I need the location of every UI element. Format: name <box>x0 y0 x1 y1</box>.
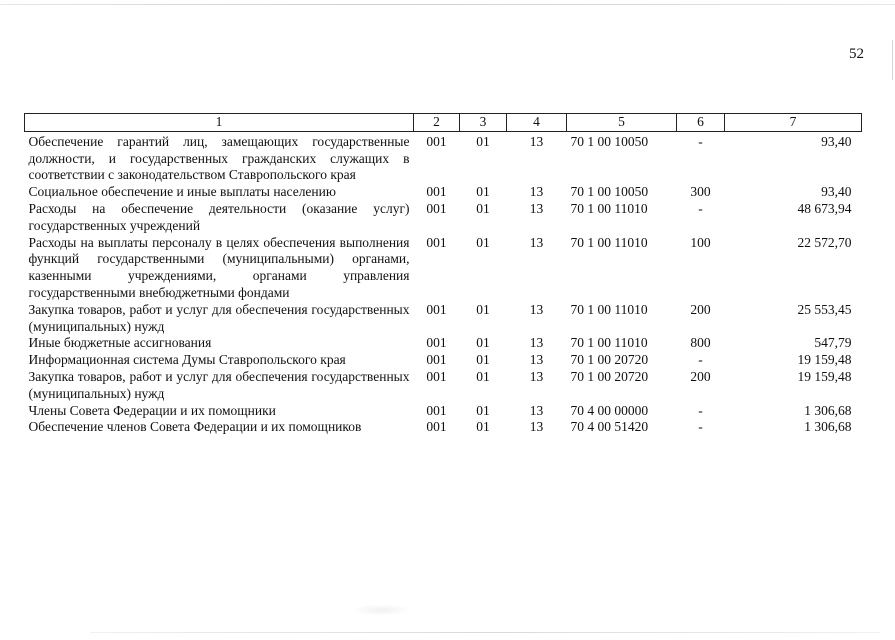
row-ministry-code: 001 <box>426 402 447 418</box>
row-name: Закупка товаров, работ и услуг для обеспечения государственных (муниципальных) нужд <box>28 301 410 334</box>
row-name: Обеспечение членов Совета Федерации и их помощников <box>28 419 362 435</box>
row-target-code: 70 1 00 10050 <box>570 184 649 200</box>
row-subsection-code: 13 <box>529 184 544 200</box>
row-name: Иные бюджетные ассигнования <box>28 335 212 351</box>
row-target-code: 70 1 00 11010 <box>570 301 648 317</box>
table-row <box>25 335 862 352</box>
row-target-code: 70 1 00 11010 <box>570 335 648 351</box>
row-section-code: 01 <box>476 352 490 368</box>
row-expense-type: 800 <box>690 335 711 351</box>
row-target-code: 70 1 00 11010 <box>570 234 648 250</box>
row-ministry-code: 001 <box>426 234 447 250</box>
row-expense-type: - <box>698 200 703 216</box>
row-amount: 19 159,48 <box>797 352 852 368</box>
row-section-code: 01 <box>476 335 490 351</box>
table-row <box>25 369 862 403</box>
row-subsection-code: 13 <box>529 419 544 435</box>
row-subsection-code: 13 <box>529 402 544 418</box>
row-ministry-code: 001 <box>426 419 447 435</box>
row-subsection-code: 13 <box>529 301 544 317</box>
row-amount: 547,79 <box>814 335 852 351</box>
row-section-code: 01 <box>476 200 490 216</box>
row-expense-type: 300 <box>690 184 711 200</box>
row-expense-type: - <box>698 352 703 368</box>
row-expense-type: 100 <box>690 234 711 250</box>
row-subsection-code: 13 <box>529 368 544 384</box>
page-number: 52 <box>849 46 864 62</box>
row-ministry-code: 001 <box>426 133 447 149</box>
row-amount: 1 306,68 <box>804 419 852 435</box>
table-row <box>25 419 862 436</box>
table-row <box>25 235 862 302</box>
column-header-5: 5 <box>567 114 677 132</box>
row-name: Закупка товаров, работ и услуг для обеспечения государственных (муниципальных) нужд <box>28 368 410 401</box>
row-amount: 93,40 <box>821 133 852 149</box>
row-ministry-code: 001 <box>426 352 447 368</box>
scan-edge-bottom <box>90 632 880 633</box>
column-header-6: 6 <box>677 114 725 132</box>
row-name: Обеспечение гарантий лиц, замещающих государственные должности, и государственных гражданских служащих в соответствии с законодательством Ставропольского края <box>28 133 410 183</box>
row-ministry-code: 001 <box>426 368 447 384</box>
table-row <box>25 201 862 235</box>
row-ministry-code: 001 <box>426 301 447 317</box>
row-section-code: 01 <box>476 368 490 384</box>
row-ministry-code: 001 <box>426 335 447 351</box>
row-target-code: 70 1 00 10050 <box>570 133 649 149</box>
row-ministry-code: 001 <box>426 184 447 200</box>
row-target-code: 70 1 00 20720 <box>570 368 649 384</box>
budget-table <box>24 113 862 436</box>
row-expense-type: - <box>698 133 703 149</box>
row-section-code: 01 <box>476 402 490 418</box>
row-amount: 22 572,70 <box>797 234 852 250</box>
row-section-code: 01 <box>476 419 490 435</box>
row-subsection-code: 13 <box>529 335 544 351</box>
row-name: Расходы на обеспечение деятельности (оказание услуг) государственных учреждений <box>28 200 410 233</box>
row-amount: 1 306,68 <box>804 402 852 418</box>
table-row <box>25 352 862 369</box>
row-ministry-code: 001 <box>426 200 447 216</box>
row-amount: 93,40 <box>821 184 852 200</box>
column-header-7: 7 <box>725 114 862 132</box>
row-expense-type: 200 <box>690 368 711 384</box>
row-section-code: 01 <box>476 184 490 200</box>
row-amount: 48 673,94 <box>797 200 852 216</box>
column-header-4: 4 <box>507 114 567 132</box>
row-name: Расходы на выплаты персоналу в целях обеспечения выполнения функций государственными (муниципальными) органами, казенными учреждениями, органами управления государственными внебюджетными фондами <box>28 234 410 300</box>
row-expense-type: - <box>698 402 703 418</box>
row-section-code: 01 <box>476 133 490 149</box>
row-subsection-code: 13 <box>529 352 544 368</box>
table-header-row <box>25 114 862 132</box>
scan-edge-top <box>0 4 895 5</box>
scan-edge-right <box>892 40 893 80</box>
table-row <box>25 403 862 420</box>
table-row <box>25 131 862 184</box>
scan-smudge <box>352 604 412 616</box>
row-subsection-code: 13 <box>529 234 544 250</box>
column-header-1: 1 <box>25 114 414 132</box>
row-amount: 25 553,45 <box>797 301 852 317</box>
row-name: Члены Совета Федерации и их помощники <box>28 402 276 418</box>
column-header-2: 2 <box>414 114 460 132</box>
row-section-code: 01 <box>476 301 490 317</box>
row-expense-type: 200 <box>690 301 711 317</box>
row-name: Информационная система Думы Ставропольского края <box>28 352 346 368</box>
row-target-code: 70 1 00 20720 <box>570 352 649 368</box>
column-header-3: 3 <box>460 114 507 132</box>
row-subsection-code: 13 <box>529 200 544 216</box>
row-section-code: 01 <box>476 234 490 250</box>
row-amount: 19 159,48 <box>797 368 852 384</box>
row-subsection-code: 13 <box>529 133 544 149</box>
row-target-code: 70 1 00 11010 <box>570 200 648 216</box>
row-name: Социальное обеспечение и иные выплаты населению <box>28 184 336 200</box>
table-row <box>25 302 862 336</box>
row-target-code: 70 4 00 00000 <box>570 402 649 418</box>
row-target-code: 70 4 00 51420 <box>570 419 649 435</box>
row-expense-type: - <box>698 419 703 435</box>
table-row <box>25 184 862 201</box>
